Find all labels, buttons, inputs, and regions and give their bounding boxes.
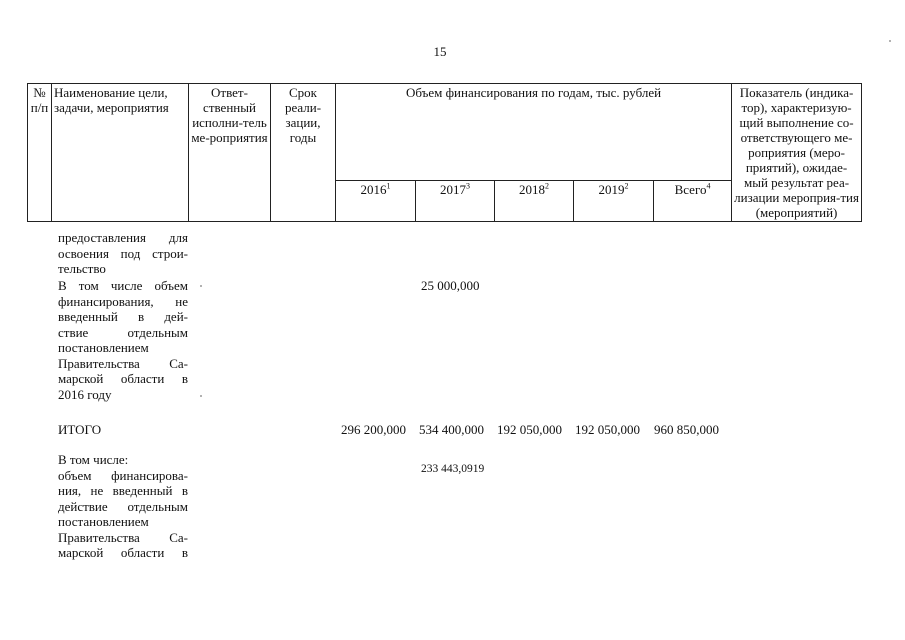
page-number: 15 — [433, 44, 447, 59]
block3-2017-value: 233 443,0919 — [421, 463, 485, 475]
total-header: Всего$^4$ — [654, 181, 732, 222]
text-line: В том числе: — [58, 452, 129, 467]
col-name-header: Наименование цели, задачи, мероприятия — [52, 84, 189, 222]
text-line: ствие отдельным — [58, 324, 188, 340]
text-line: действие отдельным — [58, 498, 188, 514]
itogo-2016-value: 296 200,000 — [341, 422, 406, 437]
activity-text-block-2 — [58, 278, 188, 402]
block2-2017-value: 25 000,000 — [421, 278, 480, 293]
itogo-2017-value: 534 400,000 — [419, 422, 484, 437]
col-executor-header: Ответ-ственный исполни-тель ме-роприятия — [189, 84, 271, 222]
itogo-2019-value: 192 050,000 — [575, 422, 640, 437]
funding-table-header — [27, 83, 862, 222]
year-2017-header: 2017$^3$ — [416, 181, 495, 222]
text-line: объем финансирова- — [58, 467, 188, 483]
text-line: постановлением — [58, 514, 149, 529]
text-line: постановлением — [58, 340, 149, 355]
scan-speck — [200, 285, 202, 287]
year-2018-header: 2018$^2$ — [495, 181, 574, 222]
col-indicator-header: Показатель (индика-тор), характеризую-щий выполнение со-ответствующего ме-роприятия (меро-приятий), ожидае-мый результат реа-лизации мероприя-тия (мероприятий) — [732, 84, 862, 222]
activity-text-block-1 — [58, 230, 188, 277]
text-line: финансирования, не — [58, 293, 188, 309]
year-2016-header: 2016$^1$ — [336, 181, 416, 222]
scan-speck — [200, 395, 202, 397]
text-line: освоения под строи- — [58, 245, 188, 261]
year-2019-header: 2019$^2$ — [574, 181, 654, 222]
itogo-label: ИТОГО — [58, 422, 102, 437]
text-line: введенный в дей- — [58, 309, 188, 324]
activity-text-block-3 — [58, 452, 188, 561]
text-line: марской области в — [58, 545, 188, 560]
text-line: ния, не введенный в — [58, 483, 188, 498]
text-line: В том числе объем — [58, 278, 188, 293]
text-line: Правительства Са- — [58, 529, 188, 545]
text-line: предоставления для — [58, 230, 188, 245]
itogo-2018-value: 192 050,000 — [497, 422, 562, 437]
text-line: Правительства Са- — [58, 355, 188, 371]
text-line: марской области в — [58, 371, 188, 386]
text-line: 2016 году — [58, 386, 112, 402]
col-funding-header: Объем финансирования по годам, тыс. рублей — [336, 84, 732, 181]
col-num-header: № п/п — [28, 84, 52, 222]
text-line: тельство — [58, 261, 106, 276]
col-term-header: Срок реали-зации, годы — [271, 84, 336, 222]
itogo-total-value: 960 850,000 — [654, 422, 719, 437]
scan-speck — [889, 40, 891, 42]
